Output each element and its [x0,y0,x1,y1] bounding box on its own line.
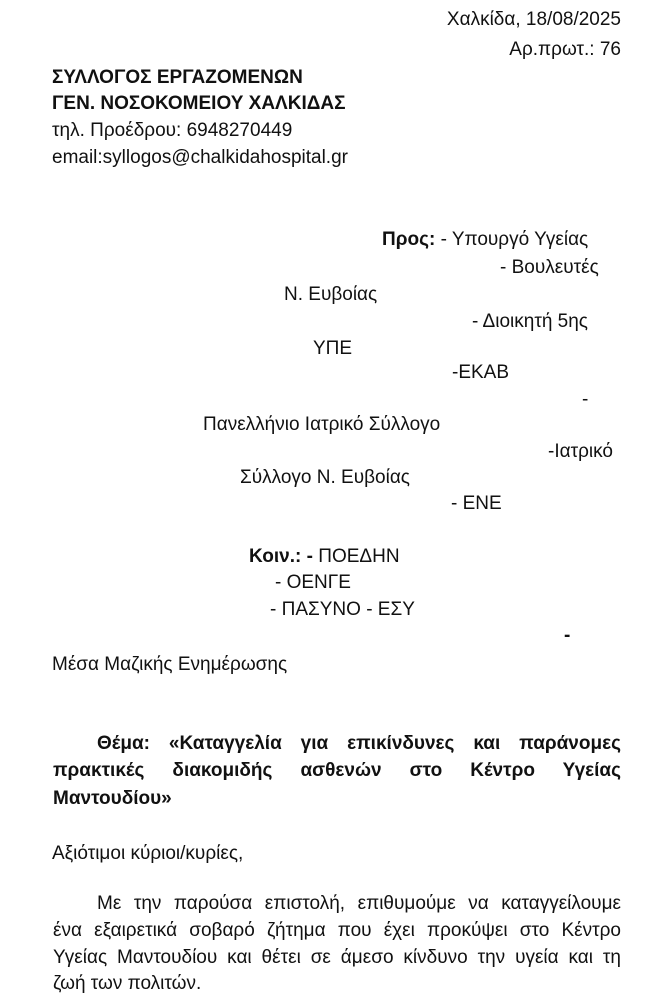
body-line-2: ένα εξαιρετικά σοβαρό ζήτημα που έχει προκύψει στο Κέντρο [53,920,621,941]
protocol-number: Αρ.πρωτ.: 76 [509,39,621,60]
recipient-ene: - ΕΝΕ [451,493,502,514]
subject-line-3: Μαντουδίου» [53,788,172,809]
recipient-mps: - Βουλευτές [500,257,599,278]
body-line-3: Υγείας Μαντουδίου και θέτει σε άμεσο κίνδυνο την υγεία και τη [53,947,621,968]
sender-name-line1: ΣΥΛΛΟΓΟΣ ΕΡΓΑΖΟΜΕΝΩΝ [52,67,303,88]
cc-pasyno: - ΠΑΣΥΝΟ - ΕΣΥ [270,599,415,620]
recipient-dash: - [582,389,589,410]
place-date: Χαλκίδα, 18/08/2025 [446,9,621,30]
subject-text-1: «Καταγγελία για επικίνδυνες και παράνομες [168,733,622,754]
body-text-1: Με την παρούσα επιστολή, επιθυμούμε να καταγγείλουμε [97,893,621,914]
recipient-director-cont: ΥΠΕ [313,338,353,359]
cc-dash: - [301,546,313,567]
subject-line-2: πρακτικές διακομιδής ασθενών στο Κέντρο Υγείας [53,760,621,781]
body-line-4: ζωή των πολιτών. [53,973,202,994]
recipient-medical-society: -Ιατρικό [548,441,613,462]
subject-label: Θέμα: [97,733,150,754]
salutation: Αξιότιμοι κύριοι/κυρίες, [52,843,244,864]
recipient-medical-association: Πανελλήνιο Ιατρικό Σύλλογο [203,414,441,435]
recipient-line-1 [382,228,588,252]
recipient-director: - Διοικητή 5ης [472,311,588,332]
sender-email: email:syllogos@chalkidahospital.gr [52,147,348,168]
subject-line-1 [53,733,621,755]
sender-phone: τηλ. Προέδρου: 6948270449 [52,120,293,141]
cc-media: Μέσα Μαζικής Ενημέρωσης [52,654,288,675]
recipient-ministry: - Υπουργό Υγείας [435,229,589,250]
recipient-medical-society-cont: Σύλλογο Ν. Ευβοίας [240,467,410,488]
cc-label: Κοιν.: [249,546,302,567]
body-line-1 [53,892,621,916]
recipient-ekav: -ΕΚΑΒ [452,362,510,383]
cc-poedin: ΠΟΕΔΗΝ [312,546,400,567]
to-label: Προς: [382,229,436,250]
cc-dash-2: - [564,625,571,646]
recipient-mps-cont: Ν. Ευβοίας [284,284,378,305]
cc-oenge: - ΟΕΝΓΕ [275,572,351,593]
cc-line-1 [249,545,400,569]
sender-name-line2: ΓΕΝ. ΝΟΣΟΚΟΜΕΙΟΥ ΧΑΛΚΙΔΑΣ [52,93,346,114]
